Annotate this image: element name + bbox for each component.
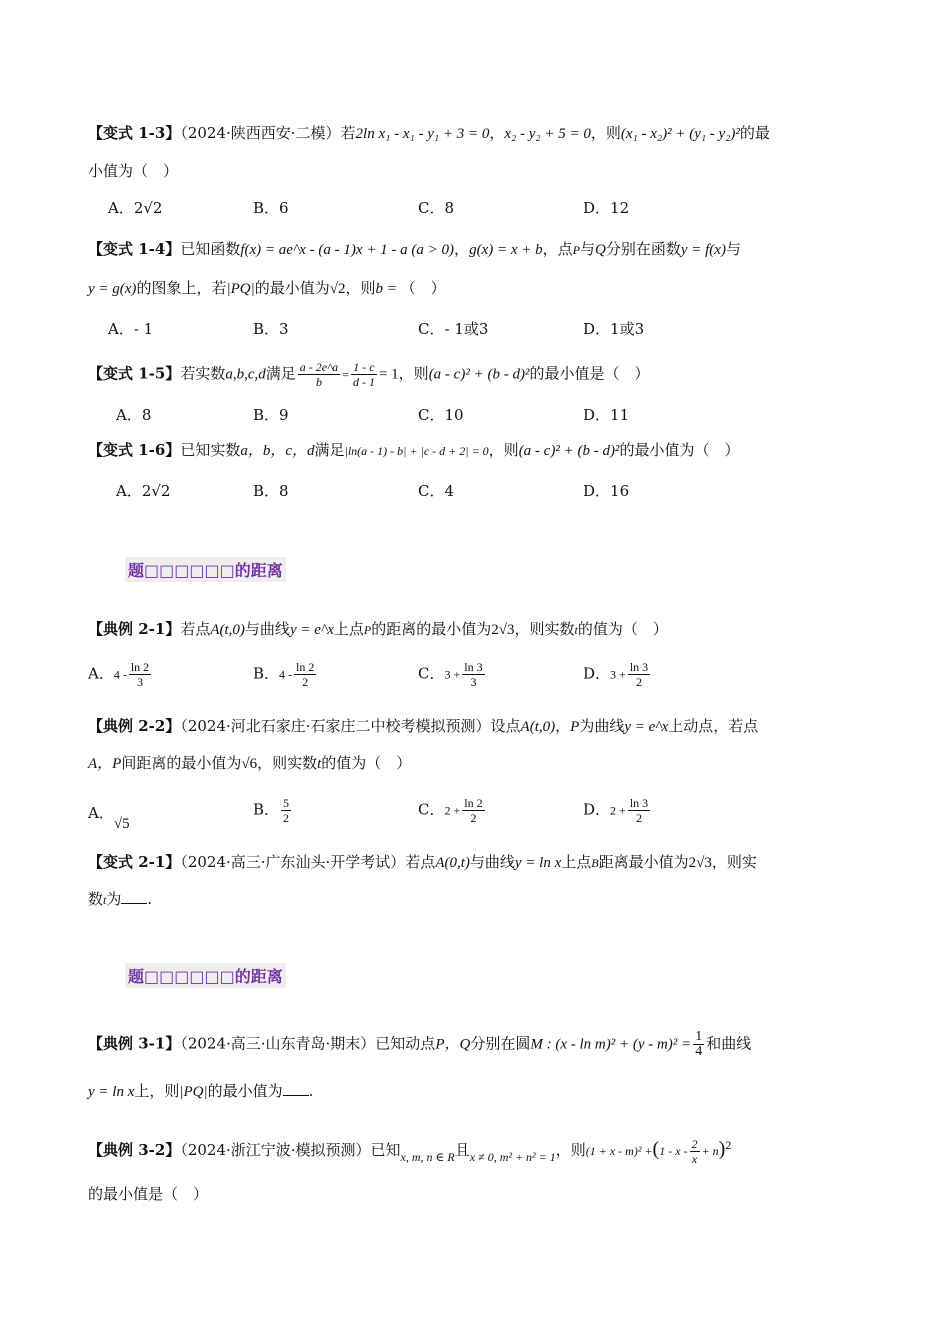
numerator: ln 2 xyxy=(296,660,315,674)
numerator: ln 2 xyxy=(130,660,150,674)
problem-tag: 【变式 2-1】 xyxy=(88,853,181,871)
problem-d22-line1 xyxy=(88,715,758,738)
option-c[interactable] xyxy=(418,796,487,825)
option-b[interactable]: B．3 xyxy=(253,320,289,338)
denominator: x xyxy=(691,1151,698,1166)
math-function: y = g(x) xyxy=(88,281,137,297)
math-condition: x ≠ 0, m² + n² = 1 xyxy=(469,1150,556,1164)
problem-source: （2024·浙江宁波·模拟预测）已知 xyxy=(180,1141,401,1159)
math-var: b = xyxy=(375,281,401,297)
fraction xyxy=(693,1030,704,1059)
numerator: 5 xyxy=(283,796,290,810)
text: 距离最小值为 xyxy=(598,853,689,871)
numerator: ln 2 xyxy=(464,796,483,810)
options-v13 xyxy=(108,197,808,223)
denominator: 2 xyxy=(635,811,642,825)
math-expression: (x₁ - x₂)² + (y₁ - y₂)² xyxy=(620,126,740,142)
problem-d21-line1 xyxy=(88,618,668,641)
problem-d31-line1 xyxy=(88,1030,751,1059)
fraction xyxy=(281,796,291,825)
text: 分别在函数 xyxy=(605,240,681,258)
option-c[interactable]: C．8 xyxy=(418,199,455,217)
text: 满足 xyxy=(314,441,345,459)
text: 为曲线 xyxy=(579,717,625,735)
option-letter: C． xyxy=(418,800,445,819)
options-v16 xyxy=(108,480,808,506)
fraction xyxy=(462,660,484,689)
option-letter: C． xyxy=(418,664,445,683)
text: 与 xyxy=(725,240,741,258)
math-value: √5 xyxy=(113,816,130,832)
problem-tag: 【变式 1-5】 xyxy=(88,364,181,383)
text: 的值为（ ） xyxy=(321,754,412,772)
math-expression: (a - c)² + (b - d)² xyxy=(428,366,530,383)
option-a[interactable]: A．- 1 xyxy=(108,320,154,338)
option-d[interactable]: D．12 xyxy=(583,199,630,217)
punct: ， xyxy=(555,717,571,735)
math-op: = 1 xyxy=(378,366,399,383)
math-op: 4 - xyxy=(279,667,293,682)
problem-v14-line1 xyxy=(88,238,741,261)
numerator: 1 - c xyxy=(351,360,377,375)
exponent: 2 xyxy=(725,1138,732,1152)
text: 的值为（ ） xyxy=(577,620,668,638)
punct: . xyxy=(147,890,153,908)
math-var: t xyxy=(317,756,322,772)
denominator: 2 xyxy=(635,675,642,689)
math-vars: a，b，c，d xyxy=(240,443,315,459)
section-heading: 题□□□□□□的距离 xyxy=(125,557,286,582)
fraction xyxy=(298,360,340,389)
text: ，则实数 xyxy=(257,754,318,772)
options-v15 xyxy=(108,404,808,430)
text: 上点 xyxy=(561,853,592,871)
math-value: 2√3 xyxy=(688,855,712,871)
denominator: 3 xyxy=(470,675,477,689)
math-equation: 2ln x₁ - x₁ - y₁ + 3 = 0 xyxy=(355,126,490,142)
math-value: √6 xyxy=(241,756,258,772)
problem-tag: 【变式 1-3】 xyxy=(88,124,181,142)
option-letter: B． xyxy=(253,800,280,819)
math-expression: (1 + x - m)² + xyxy=(585,1144,653,1158)
math-curve: y = ln x xyxy=(88,1084,135,1100)
text: ，则实 xyxy=(711,853,757,871)
option-a[interactable]: A．2√2 xyxy=(116,482,171,500)
text: ，则 xyxy=(590,124,621,142)
problem-d31-line2 xyxy=(88,1080,313,1103)
option-c[interactable]: C．4 xyxy=(418,482,455,500)
fraction xyxy=(690,1137,700,1166)
answer-blank[interactable] xyxy=(283,1081,309,1096)
text: 的最小值为 xyxy=(254,279,330,297)
paren-open: ( xyxy=(652,1138,660,1160)
text: 上，则 xyxy=(134,1082,180,1100)
math-value: 2√3 xyxy=(491,622,515,638)
punct: ， xyxy=(489,124,505,142)
math-var: t xyxy=(103,893,107,907)
problem-d22-line2 xyxy=(88,752,411,775)
math-function: g(x) = x + b xyxy=(469,242,543,258)
numerator: ln 3 xyxy=(464,660,483,674)
text: ，则 xyxy=(398,364,429,383)
math-op: 3 + xyxy=(444,667,461,682)
answer-blank[interactable] xyxy=(121,889,147,904)
text: ，点 xyxy=(542,240,573,258)
text: 已知实数 xyxy=(180,441,241,459)
denominator: 2 xyxy=(302,675,309,689)
text: ，则 xyxy=(488,441,519,459)
math-curve: y = e^x xyxy=(624,719,669,735)
denominator: 2 xyxy=(283,811,290,825)
math-curve: y = e^x xyxy=(289,622,334,638)
problem-source: （2024·陕西西安·二模）若 xyxy=(180,124,356,142)
math-expression: + n xyxy=(701,1144,719,1158)
option-c[interactable] xyxy=(418,660,487,689)
math-condition: x, m, n ∈ R xyxy=(400,1150,455,1164)
numerator: 1 xyxy=(695,1029,703,1044)
text: （ ） xyxy=(400,279,446,297)
option-b[interactable] xyxy=(253,796,293,825)
math-vars: P，Q xyxy=(435,1036,471,1053)
problem-v13-line2 xyxy=(88,160,178,182)
math-abs: |PQ| xyxy=(226,281,255,297)
denominator: 4 xyxy=(695,1044,703,1059)
problem-v15-line1 xyxy=(88,360,649,389)
problem-v14-line2 xyxy=(88,277,446,300)
text: ，则实数 xyxy=(514,620,575,638)
math-expression: (a - c)² + (b - d)² xyxy=(518,443,620,459)
problem-tag: 【变式 1-4】 xyxy=(88,240,181,258)
text: 上点 xyxy=(333,620,364,638)
problem-tag: 【典例 3-1】 xyxy=(88,1034,181,1053)
text: 为 xyxy=(106,890,122,908)
fraction xyxy=(294,660,316,689)
math-abs: |PQ| xyxy=(179,1084,208,1100)
text: 与曲线 xyxy=(244,620,290,638)
option-letter: D． xyxy=(583,664,611,683)
fraction xyxy=(628,796,650,825)
paren-close: ) xyxy=(718,1138,726,1160)
text: 和曲线 xyxy=(706,1034,752,1053)
math-op: 2 + xyxy=(610,803,626,818)
text: 的最小值为（ ） xyxy=(619,441,740,459)
text: 若点 xyxy=(180,620,211,638)
numerator: a - 2e^a xyxy=(299,360,339,374)
option-b[interactable]: B．6 xyxy=(253,199,289,217)
option-letter: A． xyxy=(88,664,114,683)
math-var: P xyxy=(570,719,580,735)
option-b[interactable]: B．9 xyxy=(253,406,289,424)
problem-d32-line2 xyxy=(88,1183,208,1205)
option-a[interactable] xyxy=(88,802,130,832)
problem-tag: 【典例 2-2】 xyxy=(88,717,181,735)
math-function: y = f(x) xyxy=(680,242,726,258)
math-op: 3 + xyxy=(610,667,626,682)
math-vars: A，P xyxy=(88,756,122,772)
text: 满足 xyxy=(265,364,296,383)
denominator: b xyxy=(315,375,322,389)
text: 的最小值是（ ） xyxy=(88,1185,209,1203)
problem-source: （2024·高三·山东青岛·期末）已知动点 xyxy=(180,1034,436,1053)
problem-v21-line2 xyxy=(88,888,152,911)
fraction xyxy=(628,660,650,689)
math-value: √2 xyxy=(329,281,346,297)
punct: ， xyxy=(454,240,470,258)
option-a[interactable] xyxy=(88,660,153,689)
text: 的最小值为 xyxy=(207,1082,283,1100)
text: 的图象上，若 xyxy=(136,279,227,297)
option-a[interactable]: A．8 xyxy=(116,406,152,424)
problem-tag: 【典例 2-1】 xyxy=(88,620,181,638)
option-letter: A． xyxy=(88,804,114,822)
option-d[interactable]: D．11 xyxy=(583,406,630,424)
problem-v13-line1 xyxy=(88,122,770,145)
options-v14 xyxy=(108,318,808,344)
denominator: 3 xyxy=(137,675,144,689)
math-point: A(0,t) xyxy=(435,855,470,871)
text: 间距离的最小值为 xyxy=(121,754,242,772)
numerator: ln 3 xyxy=(629,660,649,674)
text: 的最小值是（ ） xyxy=(529,364,650,383)
option-c[interactable]: C．- 1或3 xyxy=(418,320,489,338)
problem-tag: 【变式 1-6】 xyxy=(88,441,181,459)
math-op: 4 - xyxy=(113,667,127,682)
math-op: 2 + xyxy=(444,803,461,818)
math-var: t xyxy=(574,623,578,637)
math-equation: x₂ - y₂ + 5 = 0 xyxy=(504,126,591,142)
text: 小值为（ ） xyxy=(88,162,179,180)
math-condition: |ln(a - 1) - b| + |c - d + 2| = 0 xyxy=(344,444,489,458)
problem-v21-line1 xyxy=(88,851,757,874)
option-d[interactable]: D．16 xyxy=(583,482,630,500)
math-circle: M : (x - ln m)² + (y - m)² = xyxy=(530,1036,692,1053)
numerator: 2 xyxy=(691,1136,698,1151)
option-letter: B． xyxy=(253,664,280,683)
option-c[interactable]: C．10 xyxy=(418,406,464,424)
fraction xyxy=(351,360,377,389)
math-var: Q xyxy=(595,242,606,258)
text: 若实数 xyxy=(180,364,226,383)
fraction xyxy=(462,796,484,825)
option-d[interactable] xyxy=(583,796,652,825)
option-letter: D． xyxy=(583,800,611,819)
problem-v16-line1 xyxy=(88,439,739,462)
problem-source: （2024·高三·广东汕头·开学考试）若点 xyxy=(180,853,436,871)
option-b[interactable]: B．8 xyxy=(253,482,289,500)
text: 已知函数 xyxy=(180,240,241,258)
math-op: = xyxy=(342,367,349,382)
text: ，则 xyxy=(345,279,376,297)
denominator: d - 1 xyxy=(352,375,375,389)
option-d[interactable] xyxy=(583,660,652,689)
math-function: f(x) = ae^x - (a - 1)x + 1 - a (a > 0) xyxy=(240,242,455,258)
math-var: P xyxy=(572,243,580,257)
options-d22 xyxy=(88,792,788,836)
math-point: A(t,0) xyxy=(520,719,556,735)
text: 上动点，若点 xyxy=(668,717,759,735)
options-d21 xyxy=(88,656,788,696)
math-point: A(t,0) xyxy=(210,622,245,638)
numerator: ln 3 xyxy=(629,796,649,810)
text: 与 xyxy=(579,240,595,258)
punct: . xyxy=(308,1082,314,1100)
math-curve: y = ln x xyxy=(514,855,562,871)
section-heading: 题□□□□□□的距离 xyxy=(125,963,286,988)
text: ，则 xyxy=(555,1141,586,1159)
option-a[interactable]: A．2√2 xyxy=(108,199,163,217)
math-expression: 1 - x - xyxy=(659,1144,688,1158)
text: 且 xyxy=(454,1141,470,1159)
math-var: B xyxy=(591,856,599,870)
text: 的最 xyxy=(739,124,770,142)
fraction xyxy=(129,660,151,689)
problem-d32-line1 xyxy=(88,1134,731,1166)
option-d[interactable]: D．1或3 xyxy=(583,320,645,338)
problem-tag: 【典例 3-2】 xyxy=(88,1141,181,1159)
option-b[interactable] xyxy=(253,660,318,689)
math-vars: a,b,c,d xyxy=(225,366,266,383)
problem-source: （2024·河北石家庄·石家庄二中校考模拟预测）设点 xyxy=(180,717,521,735)
denominator: 2 xyxy=(470,811,477,825)
math-var: P xyxy=(363,623,372,637)
text: 分别在圆 xyxy=(470,1034,531,1053)
text: 的距离的最小值为 xyxy=(371,620,492,638)
text: 与曲线 xyxy=(469,853,515,871)
text: 数 xyxy=(88,890,104,908)
